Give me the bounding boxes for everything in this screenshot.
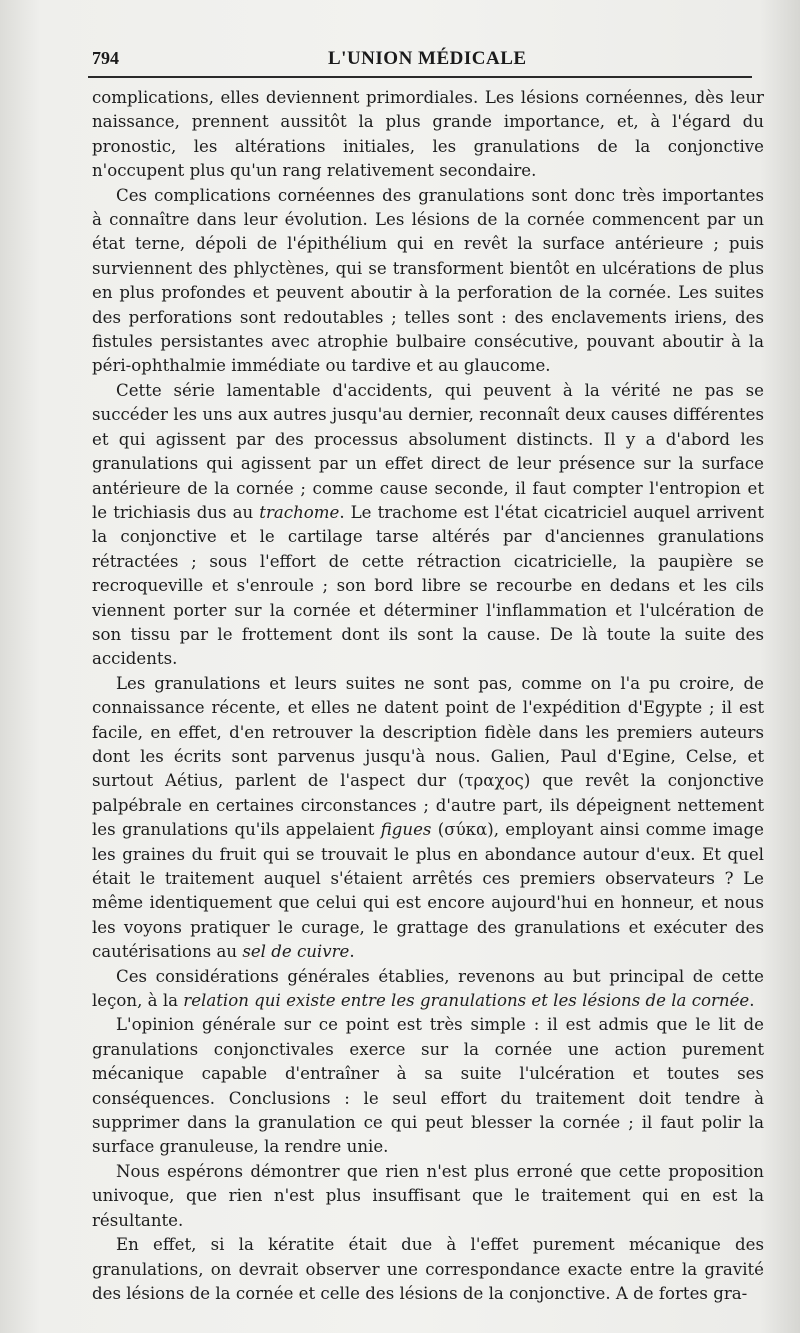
journal-title: L'UNION MÉDICALE: [328, 48, 527, 69]
text-run: L'opinion générale sur ce point est très simple : il est admis que le lit de granulations conjonctivales exerce sur la cornée une action purement mécanique capable d'entraîner à sa suite l'ulcération et toutes ses conséquences. Conclusions : le seul effort du traitement doit tendre à supprimer dans la granulation ce qui peut blesser la cornée ; il faut polir la surface granuleuse, la rendre unie.: [92, 1015, 764, 1157]
running-header: [92, 48, 752, 74]
article-body: [92, 86, 764, 1306]
paragraph: [92, 1160, 764, 1233]
text-run: complications, elles deviennent primordiales. Les lésions cornéennes, dès leur naissance, prennent aussitôt la plus grande importance, et, à l'égard du pronostic, les altérations initiales, les granulations de la conjonctive n'occupent plus qu'un rang relativement secondaire.: [92, 88, 764, 181]
paragraph: [92, 1013, 764, 1159]
text-run: Ces complications cornéennes des granulations sont donc très importantes à connaître dans leur évolution. Les lésions de la cornée commencent par un état terne, dépoli de l'épithélium qui en revêt la surface antérieure ; puis surviennent des phlyctènes, qui se transforment bientôt en ulcérations de plus en plus profondes et peuvent aboutir à la perforation de la cornée. Les suites des perforations sont redoutables ; telles sont : des enclavements iriens, des fistules persistantes avec atrophie bulbaire consécutive, pouvant aboutir à la péri-ophthalmie immédiate ou tardive et au glaucome.: [92, 185, 764, 376]
paragraph: [92, 1233, 764, 1306]
italic-phrase: sel de cuivre: [242, 942, 350, 962]
text-run: (σύκα), employant ainsi comme image les graines du fruit qui se trouvait le plus en abondance autour d'eux. Et quel était le traitement auquel s'étaient arrêtés ces premiers observateurs ? Le même identiquement que celui qui est encore aujourd'hui en honneur, et nous les voyons pratiquer le curage, le grattage des granulations et exécuter des cautérisations au: [92, 820, 764, 962]
text-run: .: [349, 942, 355, 962]
text-run: Nous espérons démontrer que rien n'est plus erroné que cette proposition univoque, que rien n'est plus insuffisant que le traitement qui en est la résultante.: [92, 1161, 764, 1230]
italic-phrase: trachome: [259, 502, 340, 522]
italic-phrase: figues: [380, 820, 432, 840]
text-run: Les granulations et leurs suites ne sont pas, comme on l'a pu croire, de connaissance récente, et elles ne datent point de l'expédition d'Egypte ; il est facile, en effet, d'en retrouver la description fidèle dans les premiers auteurs dont les écrits sont parvenus jusqu'à nous. Galien, Paul d'Egine, Celse, et surtout Aétius, parlent de l'aspect dur (τραχος) que revêt la conjonctive palpébrale en certaines circonstances ; d'autre part, ils dépeignent nettement les granulations qu'ils appelaient: [92, 673, 764, 840]
paragraph: [92, 184, 764, 379]
text-run: En effet, si la kératite était due à l'effet purement mécanique des granulations, on devrait observer une correspondance exacte entre la gravité des lésions de la cornée et celle des lésions de la conjonctive. A de fortes gra-: [92, 1235, 764, 1303]
italic-phrase: relation qui existe entre les granulations et les lésions de la cornée: [183, 991, 750, 1011]
text-run: Cette série lamentable d'accidents, qui peuvent à la vérité ne pas se succéder les uns aux autres jusqu'au dernier, reconnaît deux causes différentes et qui agissent par des processus absolument distincts. Il y a d'abord les granulations qui agissent par un effet direct de leur présence sur la surface antérieure de la cornée ; comme cause seconde, il faut compter l'entropion et le trichiasis dus au: [92, 380, 764, 522]
paragraph: [92, 379, 764, 672]
page-number: 794: [92, 48, 119, 68]
text-run: . Le trachome est l'état cicatriciel auquel arrivent la conjonctive et le cartilage tarse altérés par d'anciennes granulations rétractées ; sous l'effort de cette rétraction cicatricielle, la paupière se recroqueville et s'enroule ; son bord libre se recourbe en dedans et les cils viennent porter sur la cornée et déterminer l'inflammation et l'ulcération de son tissu par le frottement dont ils sont la cause. De là toute la suite des accidents.: [92, 502, 764, 669]
text-run: .: [749, 991, 755, 1011]
paragraph: [92, 672, 764, 965]
paragraph: [92, 965, 764, 1014]
text-run: Ces considérations générales établies, revenons au but principal de cette leçon, à la: [92, 966, 764, 1011]
paragraph: [92, 86, 764, 184]
header-rule: [88, 76, 752, 78]
